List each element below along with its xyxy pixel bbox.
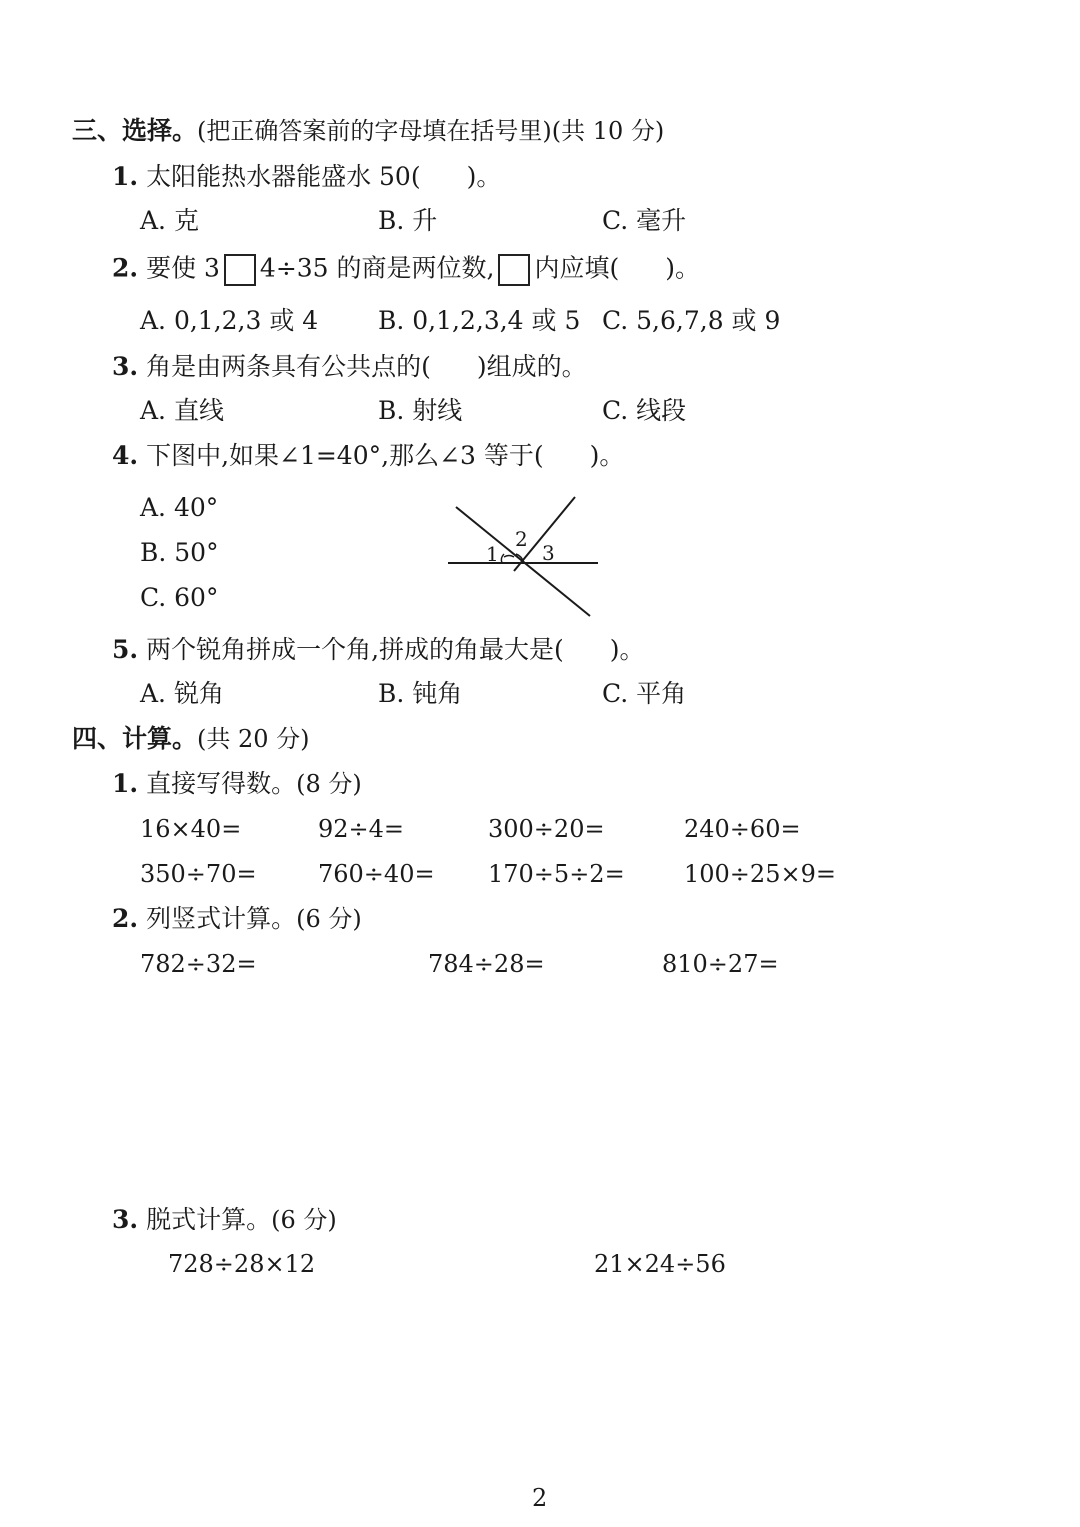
page-number: 2 bbox=[532, 1484, 548, 1512]
question-4 bbox=[112, 443, 624, 468]
q4-option-b: B. 50° bbox=[140, 538, 219, 567]
mental-calc-item[interactable]: 300÷20= bbox=[488, 815, 605, 843]
part-points: (6 分) bbox=[296, 905, 362, 933]
question-2 bbox=[112, 254, 700, 286]
q2-option-b: B. 0,1,2,3,4 或 5 bbox=[378, 306, 581, 335]
q5-option-c: C. 平角 bbox=[602, 679, 687, 708]
part-number: 1. bbox=[112, 769, 139, 798]
part-2-heading bbox=[112, 906, 362, 931]
question-number: 5. bbox=[112, 635, 139, 664]
section-3-title: 三、选择。 bbox=[72, 116, 198, 145]
section-3-instruction: (把正确答案前的字母填在括号里)(共 10 分) bbox=[197, 117, 665, 145]
q5-option-b: B. 钝角 bbox=[378, 679, 463, 708]
mental-calc-item[interactable]: 240÷60= bbox=[684, 815, 801, 843]
section-4-heading bbox=[72, 726, 310, 751]
q1-option-c: C. 毫升 bbox=[602, 206, 687, 235]
question-text-end: )组成的。 bbox=[476, 352, 587, 381]
q4-option-c: C. 60° bbox=[140, 583, 219, 612]
question-1 bbox=[112, 164, 501, 189]
q4-option-a: A. 40° bbox=[140, 493, 219, 522]
question-text: 下图中,如果∠1=40°,那么∠3 等于( bbox=[146, 441, 544, 470]
section-3-heading bbox=[72, 118, 664, 143]
mental-calc-item[interactable]: 350÷70= bbox=[140, 860, 257, 888]
angle-1-arc bbox=[501, 554, 504, 563]
question-text-middle: 4÷35 的商是两位数, bbox=[259, 253, 495, 283]
question-text-end: )。 bbox=[609, 635, 645, 664]
q2-option-a: A. 0,1,2,3 或 4 bbox=[140, 306, 319, 335]
part-title: 列竖式计算。 bbox=[146, 904, 297, 933]
angle-1-label: 1 bbox=[486, 542, 499, 566]
angle-2-label: 2 bbox=[515, 527, 528, 551]
part-points: (6 分) bbox=[271, 1206, 337, 1234]
part-number: 3. bbox=[112, 1205, 139, 1234]
vertical-calc-item[interactable]: 784÷28= bbox=[428, 950, 545, 978]
part-number: 2. bbox=[112, 904, 139, 933]
part-1-heading bbox=[112, 771, 362, 796]
part-3-heading bbox=[112, 1207, 337, 1232]
question-text-end: )。 bbox=[665, 253, 701, 283]
section-4-title: 四、计算。 bbox=[72, 724, 198, 753]
question-text-fill: 内应填( bbox=[534, 253, 620, 283]
angle-diagram bbox=[440, 490, 610, 625]
mental-calc-item[interactable]: 92÷4= bbox=[318, 815, 405, 843]
question-5 bbox=[112, 637, 645, 662]
q1-option-a: A. 克 bbox=[140, 206, 199, 235]
question-text: 要使 3 bbox=[146, 253, 220, 283]
part-points: (8 分) bbox=[296, 770, 362, 798]
question-number: 1. bbox=[112, 162, 139, 191]
question-text: 太阳能热水器能盛水 50( bbox=[146, 162, 421, 191]
vertical-calc-item[interactable]: 782÷32= bbox=[140, 950, 257, 978]
question-number: 3. bbox=[112, 352, 139, 381]
question-text-end: )。 bbox=[466, 162, 502, 191]
part-title: 脱式计算。 bbox=[146, 1205, 272, 1234]
q3-option-b: B. 射线 bbox=[378, 396, 463, 425]
mental-calc-item[interactable]: 170÷5÷2= bbox=[488, 860, 625, 888]
q1-option-b: B. 升 bbox=[378, 206, 438, 235]
q5-option-a: A. 锐角 bbox=[140, 679, 224, 708]
q3-option-a: A. 直线 bbox=[140, 396, 224, 425]
mental-calc-item[interactable]: 760÷40= bbox=[318, 860, 435, 888]
q2-option-c: C. 5,6,7,8 或 9 bbox=[602, 306, 781, 335]
question-text: 角是由两条具有公共点的( bbox=[146, 352, 431, 381]
q3-option-c: C. 线段 bbox=[602, 396, 687, 425]
question-text: 两个锐角拼成一个角,拼成的角最大是( bbox=[146, 635, 564, 664]
angle-3-label: 3 bbox=[542, 541, 555, 565]
step-calc-item[interactable]: 728÷28×12 bbox=[168, 1250, 316, 1278]
question-text-end: )。 bbox=[589, 441, 625, 470]
mental-calc-item[interactable]: 100÷25×9= bbox=[684, 860, 836, 888]
mental-calc-item[interactable]: 16×40= bbox=[140, 815, 242, 843]
vertical-calc-item[interactable]: 810÷27= bbox=[662, 950, 779, 978]
question-number: 2. bbox=[112, 253, 139, 283]
angle-2-arc bbox=[504, 556, 514, 558]
section-4-points: (共 20 分) bbox=[197, 725, 310, 753]
step-calc-item[interactable]: 21×24÷56 bbox=[594, 1250, 726, 1278]
question-number: 4. bbox=[112, 441, 139, 470]
question-3 bbox=[112, 354, 587, 379]
digit-box[interactable] bbox=[224, 254, 256, 286]
digit-box-reference bbox=[498, 254, 530, 286]
part-title: 直接写得数。 bbox=[146, 769, 297, 798]
